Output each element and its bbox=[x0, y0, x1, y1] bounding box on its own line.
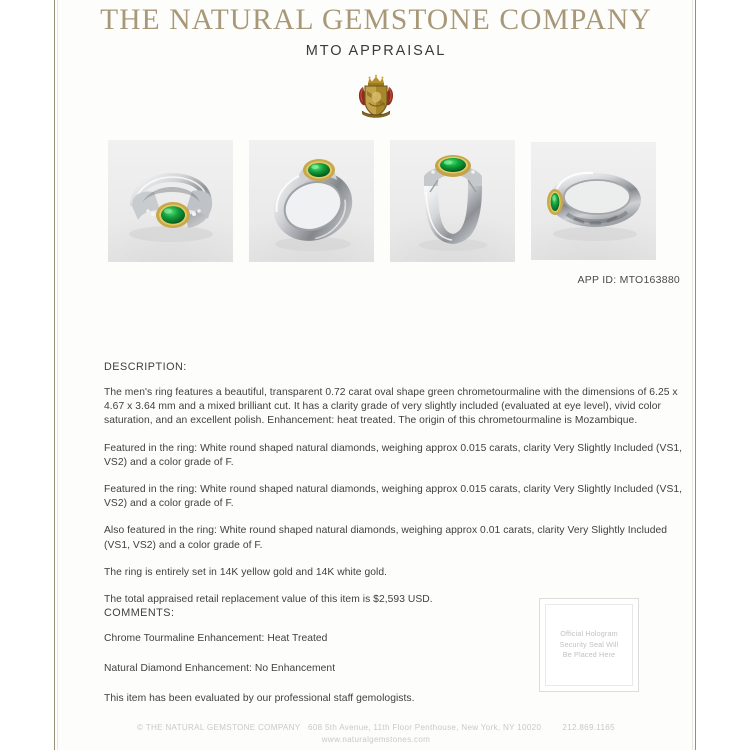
description-section bbox=[104, 361, 686, 607]
comments-paragraph: This item has been evaluated by our professional staff gemologists. bbox=[104, 693, 415, 705]
comments-paragraph: Natural Diamond Enhancement: No Enhancement bbox=[104, 663, 336, 675]
hologram-seal-line-3: Be Placed Here bbox=[562, 650, 616, 660]
hologram-seal-line-1: Official Hologram bbox=[560, 629, 618, 639]
description-paragraph: The total appraised retail replacement value of this item is $2,593 USD. bbox=[104, 594, 433, 606]
company-title: THE NATURAL GEMSTONE COMPANY bbox=[100, 4, 652, 36]
footer-address: 608 5th Avenue, 11th Floor Penthouse, New York, NY 10020 bbox=[308, 723, 542, 732]
comments-section bbox=[104, 607, 524, 723]
footer-contact-line bbox=[58, 722, 694, 734]
footer-website-line bbox=[58, 734, 694, 746]
comments-paragraph: Chrome Tourmaline Enhancement: Heat Treated bbox=[104, 633, 328, 644]
description-paragraph: Featured in the ring: White round shaped natural diamonds, weighing approx 0.015 carats, clarity Very Slightly Included (VS1, VS2) and a color grade of F. bbox=[104, 442, 683, 468]
description-paragraph: The ring is entirely set in 14K yellow gold and 14K white gold. bbox=[104, 566, 388, 578]
ring-photo-three-quarter bbox=[249, 140, 374, 262]
description-paragraph: The men's ring features a beautiful, transparent 0.72 carat oval shape green chrometourmaline with the dimensions of 6.25 x 4.67 x 3.64 mm and a mixed brilliant cut. It has a clarity grade of very slightly included (evaluated at eye level), vivid color saturation, and an excellent polish. Enhancement: heat treated. The origin of this chrometourmaline is Mozambique. bbox=[104, 387, 678, 427]
ring-photo-front-upright bbox=[390, 140, 515, 262]
content-column bbox=[58, 0, 694, 750]
document-subtitle: MTO APPRAISAL bbox=[305, 43, 447, 59]
hologram-seal-text bbox=[560, 629, 619, 661]
description-heading: DESCRIPTION: bbox=[104, 361, 187, 373]
page-border-right-rule bbox=[695, 0, 696, 750]
page-border-left-rule bbox=[54, 0, 55, 750]
ring-photo-angled-front bbox=[108, 140, 233, 262]
hologram-seal-inner-border bbox=[545, 604, 633, 686]
description-paragraph: Also featured in the ring: White round shaped natural diamonds, weighing approx 0.01 carats, clarity Very Slightly Included (VS1, VS2) and a color grade of F. bbox=[104, 525, 668, 551]
ring-photo-side-profile bbox=[531, 142, 656, 260]
app-id-label: APP ID: MTO163880 bbox=[577, 274, 680, 286]
comments-heading: COMMENTS: bbox=[104, 607, 175, 619]
description-paragraph: Featured in the ring: White round shaped natural diamonds, weighing approx 0.015 carats, clarity Very Slightly Included (VS1, VS2) and a color grade of F. bbox=[104, 484, 683, 510]
heraldic-crest-icon bbox=[357, 73, 395, 126]
crest-container bbox=[58, 73, 694, 125]
page-footer bbox=[58, 722, 694, 746]
ring-photo-strip bbox=[108, 140, 694, 262]
footer-website[interactable]: www.naturalgemstones.com bbox=[321, 735, 431, 744]
hologram-seal-placeholder bbox=[539, 598, 639, 692]
footer-copyright: © THE NATURAL GEMSTONE COMPANY bbox=[137, 723, 301, 732]
footer-phone: 212.869.1165 bbox=[562, 723, 615, 732]
hologram-seal-line-2: Security Seal Will bbox=[559, 639, 619, 649]
